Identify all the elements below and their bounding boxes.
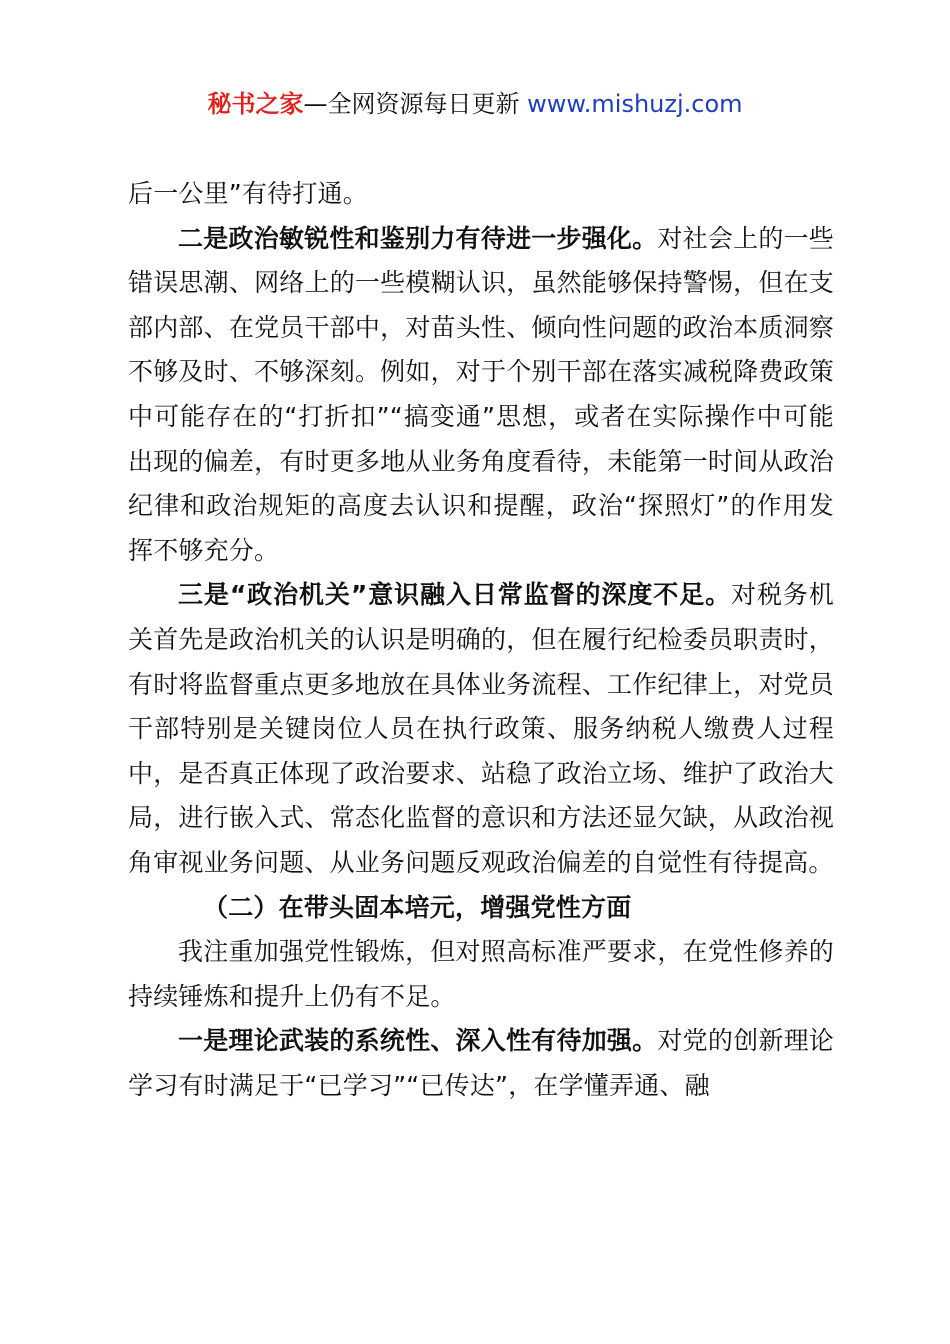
section-subheading: （二）在带头固本培元，增强党性方面 <box>203 892 632 922</box>
paragraph-party-spirit: 我注重加强党性锻炼，但对照高标准严要求，在党性修养的持续锤炼和提升上仍有不足。 <box>128 937 834 1011</box>
document-body <box>128 172 834 1108</box>
paragraph-continuation: 后一公里”有待打通。 <box>128 179 368 208</box>
paragraph-text: 对社会上的一些错误思潮、网络上的一些模糊认识，虽然能够保持警惕，但在支部内部、在党员干部中，对苗头性、倾向性问题的政治本质洞察不够及时、不够深刻。例如，对于个别干部在落实减税降费政策中可能存在的“打折扣”“搞变通”思想，或者在实际操作中可能出现的偏差，有时更多地从业务角度看待，未能第一时间从政治纪律和政治规矩的高度去认识和提醒，政治“探照灯”的作用发挥不够充分。 <box>128 223 834 565</box>
paragraph-lead: 一是理论武装的系统性、深入性有待加强。 <box>178 1026 658 1056</box>
site-header <box>0 86 950 122</box>
site-tagline: —全网资源每日更新 <box>303 90 520 118</box>
paragraph-political-sensitivity <box>128 217 834 574</box>
paragraph-political-organ <box>128 573 834 885</box>
site-brand: 秘书之家 <box>207 90 304 118</box>
paragraph-text: 对税务机关首先是政治机关的认识是明确的，但在履行纪检委员职责时，有时将监督重点更多地放在具体业务流程、工作纪律上，对党员干部特别是关键岗位人员在执行政策、服务纳税人缴费人过程中，是否真正体现了政治要求、站稳了政治立场、维护了政治大局，进行嵌入式、常态化监督的意识和方法还显欠缺，从政治视角审视业务问题、从业务问题反观政治偏差的自觉性有待提高。 <box>128 580 834 877</box>
site-url-link[interactable]: www.mishuzj.com <box>527 90 743 118</box>
paragraph-lead: 三是“政治机关”意识融入日常监督的深度不足。 <box>178 580 732 610</box>
paragraph-theory-study <box>128 1019 834 1108</box>
paragraph-text: 对党的创新理论学习有时满足于“已学习”“已传达”，在学懂弄通、融 <box>128 1026 834 1100</box>
paragraph-lead: 二是政治敏锐性和鉴别力有待进一步强化。 <box>178 223 658 253</box>
